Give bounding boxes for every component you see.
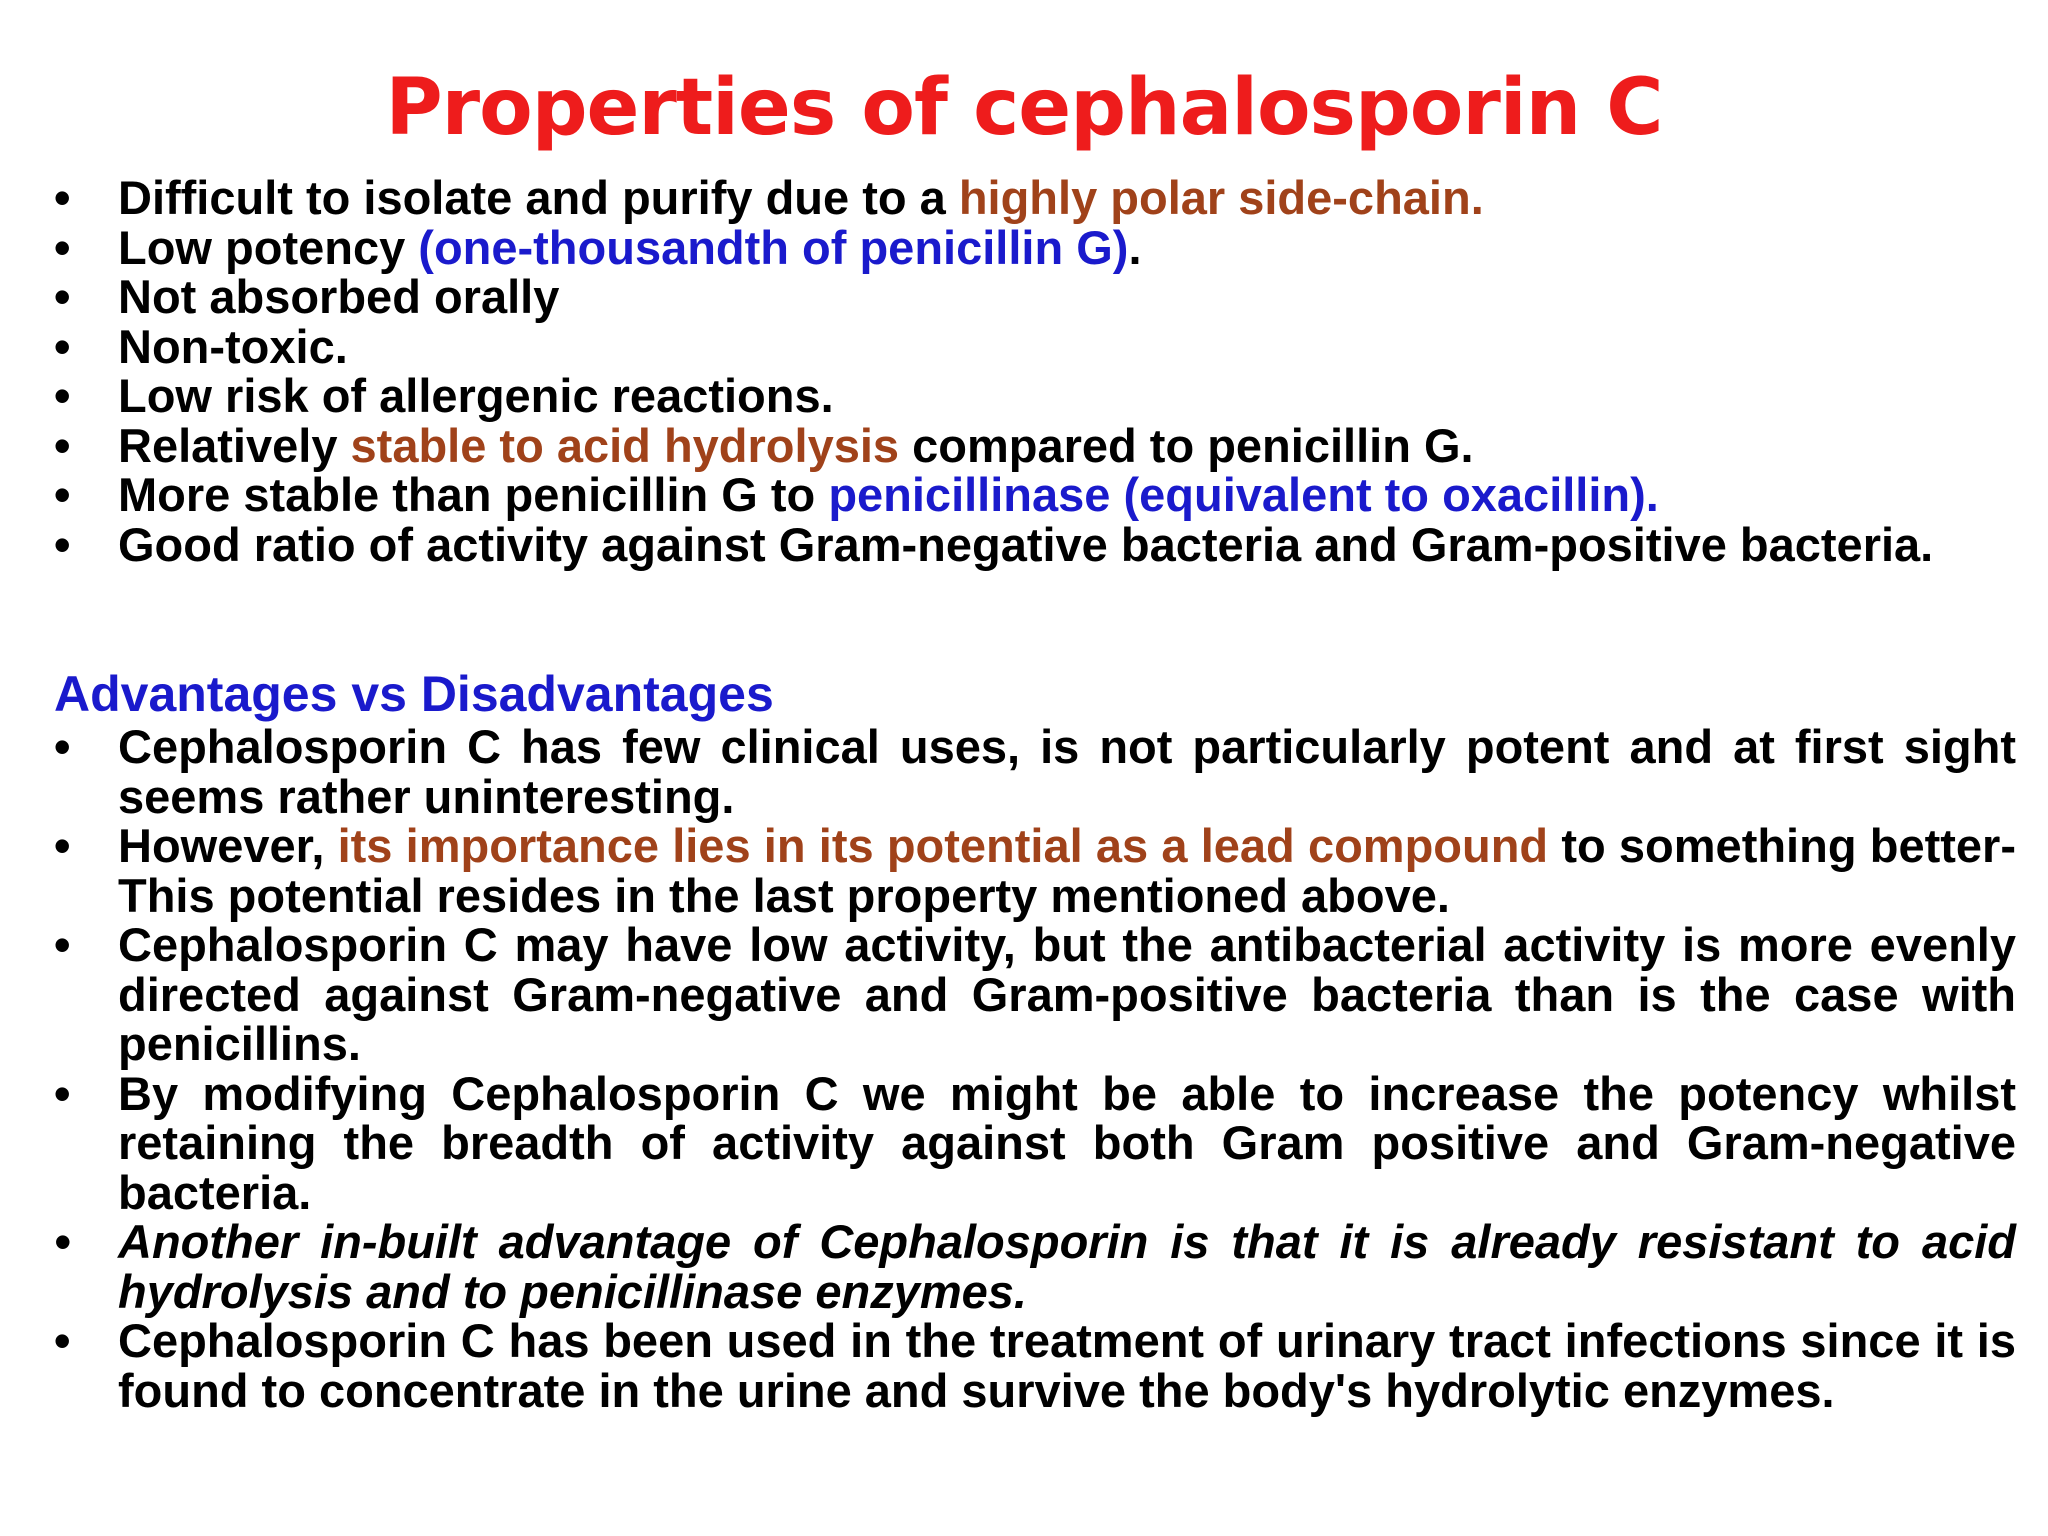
list-item: [54, 722, 2016, 821]
bullet-icon: •: [54, 418, 71, 472]
list-item: [54, 418, 2016, 472]
property-text: Not absorbed orally: [118, 270, 560, 323]
list-item: [54, 1316, 2016, 1415]
list-item: [54, 920, 2016, 1069]
property-text: Low risk of allergenic reactions.: [118, 369, 834, 422]
list-item: [54, 1217, 2016, 1316]
properties-list: [54, 173, 2016, 569]
bullet-icon: •: [54, 1314, 71, 1367]
bullet-icon: •: [54, 1066, 71, 1120]
advantage-text: Cephalosporin C may have low activity, but the antibacterial activity is more evenly directed against Gram-negative and Gram-positive bacteria than is the case with penicillins.: [118, 918, 2016, 1070]
bullet-icon: •: [54, 517, 71, 571]
list-item: [54, 470, 2016, 520]
bullet-icon: •: [54, 819, 71, 872]
bullet-icon: •: [54, 1215, 71, 1268]
property-text: Non-toxic.: [118, 319, 348, 373]
bullet-icon: •: [54, 720, 71, 773]
property-text: compared to penicillin G.: [899, 418, 1474, 472]
advantage-text: to something better-This potential resides in the last property mentioned above.: [118, 819, 2016, 922]
list-item: [54, 272, 2016, 322]
highlight-text: stable to acid hydrolysis: [350, 418, 900, 472]
property-text: More stable than penicillin G to: [118, 468, 829, 521]
advantage-text: Another in-built advantage of Cephalosporin is that it is already resistant to acid hydrolysis and to penicillinase enzymes.: [118, 1215, 2016, 1318]
property-text: Low potency: [118, 220, 419, 274]
property-text: .: [1128, 220, 1142, 274]
highlight-text: penicillinase (equivalent to oxacillin).: [828, 468, 1659, 521]
list-item: [54, 821, 2016, 920]
bullet-icon: •: [54, 270, 71, 323]
property-text: Difficult to isolate and purify due to a: [118, 171, 959, 224]
list-item: [54, 220, 2016, 274]
highlight-text: highly polar side-chain.: [958, 171, 1484, 224]
section-heading: Advantages vs Disadvantages: [54, 666, 774, 722]
property-text: Relatively: [118, 418, 351, 472]
bullet-icon: •: [54, 918, 71, 971]
bullet-icon: •: [54, 220, 71, 274]
advantage-text: Cephalosporin C has few clinical uses, is not particularly potent and at first sight seems rather uninteresting.: [118, 720, 2016, 823]
list-item: [54, 517, 2016, 571]
bullet-icon: •: [54, 468, 71, 521]
advantage-text: Cephalosporin C has been used in the treatment of urinary tract infections since it is found to concentrate in the urine and survive the body's hydrolytic enzymes.: [118, 1314, 2016, 1417]
advantage-text: However,: [118, 819, 338, 872]
bullet-icon: •: [54, 319, 71, 373]
slide-title: Properties of cephalosporin C: [385, 63, 1663, 153]
list-item: [54, 1066, 2016, 1219]
property-text: Good ratio of activity against Gram-negative bacteria and Gram-positive bacteria.: [118, 517, 1934, 571]
bullet-icon: •: [54, 369, 71, 422]
highlight-text: its importance lies in its potential as a lead compound: [337, 819, 1549, 872]
list-item: [54, 371, 2016, 421]
highlight-text: (one-thousandth of penicillin G): [418, 220, 1129, 274]
list-item: [54, 319, 2016, 373]
list-item: [54, 173, 2016, 223]
advantage-text: By modifying Cephalosporin C we might be able to increase the potency whilst retaining the breadth of activity against both Gram positive and Gram-negative bacteria.: [118, 1066, 2016, 1219]
advantages-list: [54, 722, 2016, 1415]
bullet-icon: •: [54, 171, 71, 224]
